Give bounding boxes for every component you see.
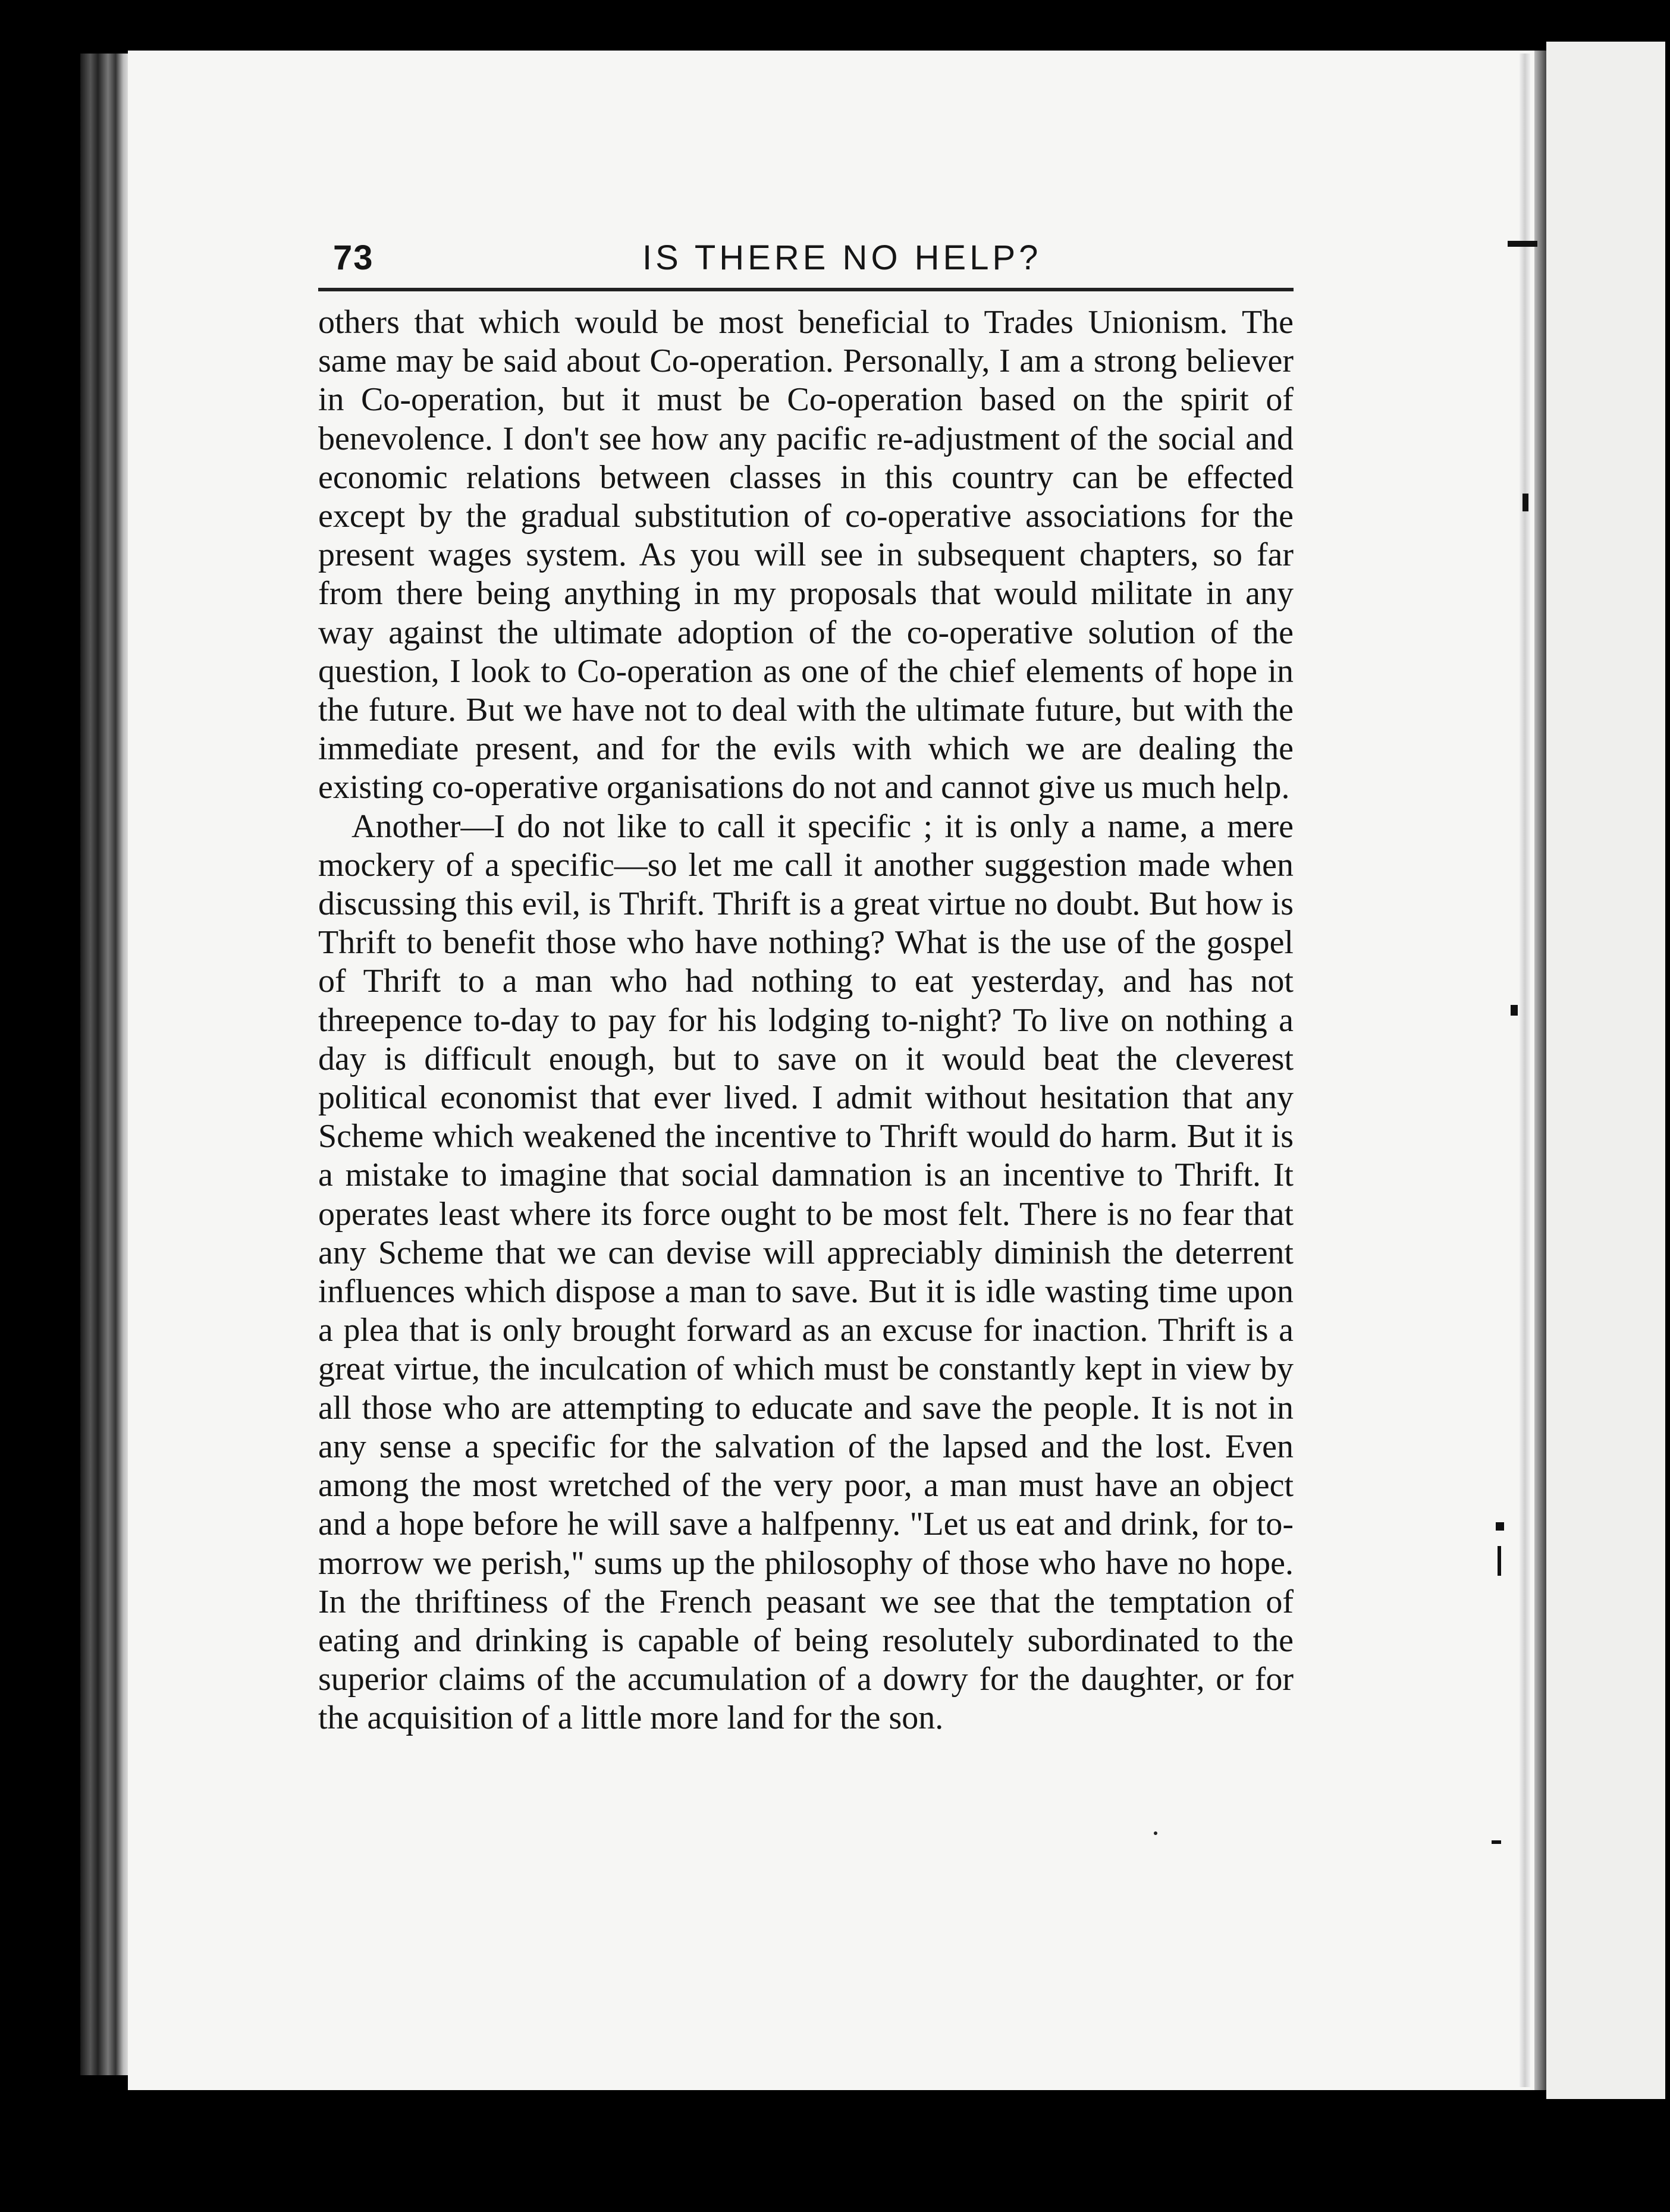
- gutter-mark: [1511, 1005, 1518, 1016]
- paragraph: others that which would be most beneficial to Trades Unionism. The same may be said about Co-operation. Personally, I am a strong believer in Co-operation, but it must be Co-operation based on the spirit of benevolence. I don't see how any pacific re-adjustment of the social and economic relations between classes in this country can be effected except by the gradual substitution of co-operative associations for the present wages system. As you will see in subsequent chapters, so far from there being anything in my proposals that would militate in any way against the ultimate adoption of the co-operative solution of the question, I look to Co-operation as one of the chief elements of hope in the future. But we have not to deal with the ultimate future, but with the immediate present, and for the evils with which we are dealing the existing co-operative organisations do not and cannot give us much help.: [318, 304, 1294, 806]
- running-title: IS THERE NO HELP?: [642, 238, 1042, 277]
- gutter-mark: [1496, 1522, 1504, 1531]
- page-number: 73: [333, 238, 374, 277]
- page-gutter-shadow: [1534, 51, 1546, 2090]
- body-text: [318, 303, 1294, 1738]
- gutter-mark: [1492, 1840, 1501, 1844]
- paragraph: Another—I do not like to call it specific ; it is only a name, a mere mockery of a specific—so let me call it another suggestion made when discussing this evil, is Thrift. Thrift is a great virtue no doubt. But how is Thrift to benefit those who have nothing? What is the use of the gospel of Thrift to a man who had nothing to eat yesterday, and has not threepence to-day to pay for his lodging to-night? To live on nothing a day is difficult enough, but to save on it would beat the cleverest political economist that ever lived. I admit without hesitation that any Scheme which weakened the incentive to Thrift would do harm. But it is a mistake to imagine that social damnation is an incentive to Thrift. It operates least where its force ought to be most felt. There is no fear that any Scheme that we can devise will appreciably diminish the deterrent influences which dispose a man to save. But it is idle wasting time upon a plea that is only brought forward as an excuse for inaction. Thrift is a great virtue, the inculcation of which must be constantly kept in view by all those who are attempting to educate and save the people. It is not in any sense a specific for the salvation of the lapsed and the lost. Even among the most wretched of the very poor, a man must have an object and a hope before he will save a halfpenny. "Let us eat and drink, for to-morrow we perish," sums up the philosophy of those who have no hope. In the thriftiness of the French peasant we see that the temptation of eating and drinking is capable of being resolutely subordinated to the superior claims of the accumulation of a dowry for the daughter, or for the acquisition of a little more land for the son.: [318, 807, 1294, 1737]
- book-edge-shadow: [80, 54, 131, 2075]
- facing-gutter: [1520, 54, 1530, 2087]
- stray-mark: [1154, 1831, 1157, 1835]
- facing-page-edge: [1546, 42, 1665, 2099]
- gutter-mark: [1498, 1546, 1501, 1576]
- gutter-mark: [1523, 494, 1528, 511]
- header-rule: [318, 288, 1294, 291]
- gutter-mark: [1508, 241, 1537, 247]
- running-head: [333, 238, 1463, 291]
